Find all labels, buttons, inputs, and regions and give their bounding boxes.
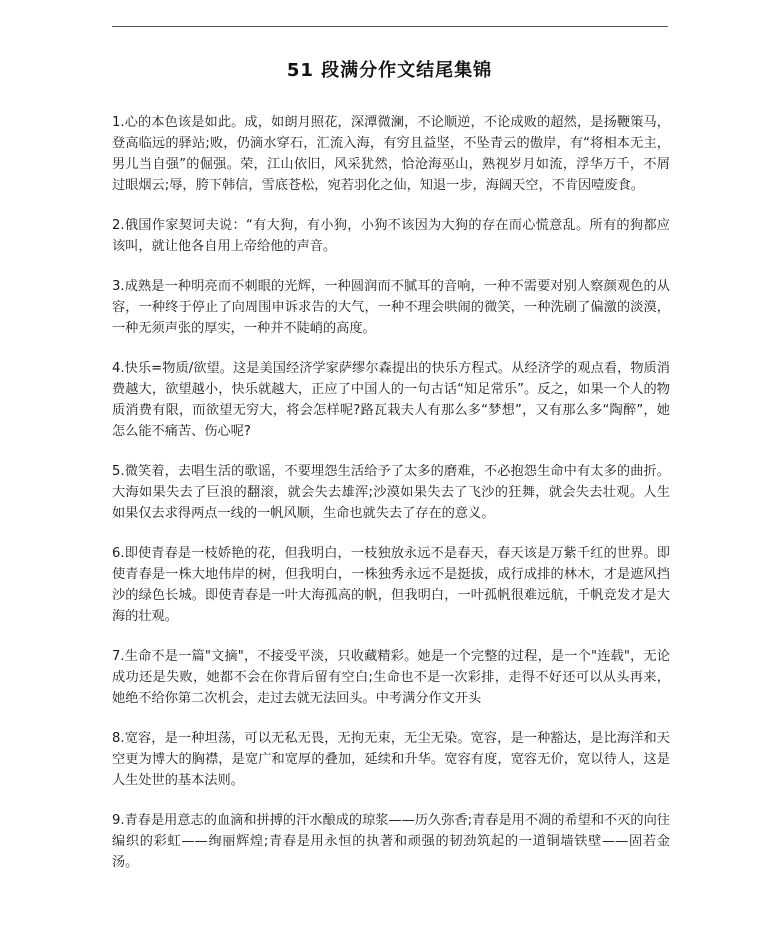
document-body	[112, 112, 670, 892]
document-title: 51 段满分作文结尾集锦	[286, 60, 493, 81]
paragraph-9: 9.青春是用意志的血滴和拼搏的汗水酿成的琼浆——历久弥香;青春是用不凋的希望和不灭的向往编织的彩虹——绚丽辉煌;青春是用永恒的执著和顽强的韧劲筑起的一道铜墙铁壁——固若金汤。	[112, 813, 670, 870]
paragraph-5: 5.微笑着，去唱生活的歌谣，不要埋怨生活给予了太多的磨难，不必抱怨生命中有太多的曲折。大海如果失去了巨浪的翻滚，就会失去雄浑;沙漠如果失去了飞沙的狂舞，就会失去壮观。人生如果仅去求得两点一线的一帆风顺，生命也就失去了存在的意义。	[112, 464, 670, 521]
paragraph-4: 4.快乐=物质/欲望。这是美国经济学家萨缪尔森提出的快乐方程式。从经济学的观点看，物质消费越大，欲望越小，快乐就越大，正应了中国人的一句古话“知足常乐”。反之，如果一个人的物质消费有限，而欲望无穷大，将会怎样呢?路瓦栽夫人有那么多“梦想”，又有那么多“陶醉”，她怎么能不痛苦、伤心呢?	[112, 361, 670, 439]
paragraph-1: 1.心的本色该是如此。成，如朗月照花，深潭微澜，不论顺逆，不论成败的超然，是扬鞭策马，登高临远的驿站;败，仍滴水穿石，汇流入海，有穷且益坚，不坠青云的傲岸，有“将相本无主，男儿当自强”的倔强。荣，江山依旧，风采犹然，恰沧海巫山，熟视岁月如流，浮华万千，不屑过眼烟云;辱，胯下韩信，雪底苍松，宛若羽化之仙，知退一步，海阔天空，不肯因噎废食。	[112, 115, 670, 193]
paragraph-8: 8.宽容，是一种坦荡，可以无私无畏，无拘无束，无尘无染。宽容，是一种豁达，是比海洋和天空更为博大的胸襟，是宽广和宽厚的叠加，延续和升华。宽容有度，宽容无价，宽以待人，这是人生处世的基本法则。	[112, 731, 670, 788]
header-rule	[112, 26, 668, 27]
paragraph-2: 2.俄国作家契诃夫说：“有大狗，有小狗，小狗不该因为大狗的存在而心慌意乱。所有的狗都应该叫，就让他各自用上帝给他的声音。	[112, 218, 670, 254]
paragraph-7: 7.生命不是一篇"文摘"，不接受平淡，只收藏精彩。她是一个完整的过程，是一个"连载"，无论成功还是失败，她都不会在你背后留有空白;生命也不是一次彩排，走得不好还可以从头再来，她绝不给你第二次机会，走过去就无法回头。中考满分作文开头	[112, 649, 670, 706]
paragraph-6: 6.即使青春是一枝娇艳的花，但我明白，一枝独放永远不是春天，春天该是万紫千红的世界。即使青春是一株大地伟岸的树，但我明白，一株独秀永远不是挺拔，成行成排的林木，才是遮风挡沙的绿色长城。即使青春是一叶大海孤高的帆，但我明白，一叶孤帆很难远航，千帆竞发才是大海的壮观。	[112, 546, 670, 624]
paragraph-3: 3.成熟是一种明亮而不刺眼的光辉，一种圆润而不腻耳的音响，一种不需要对别人察颜观色的从容，一种终于停止了向周围申诉求告的大气，一种不理会哄闹的微笑，一种洗刷了偏激的淡漠，一种无须声张的厚实，一种并不陡峭的高度。	[112, 279, 670, 336]
